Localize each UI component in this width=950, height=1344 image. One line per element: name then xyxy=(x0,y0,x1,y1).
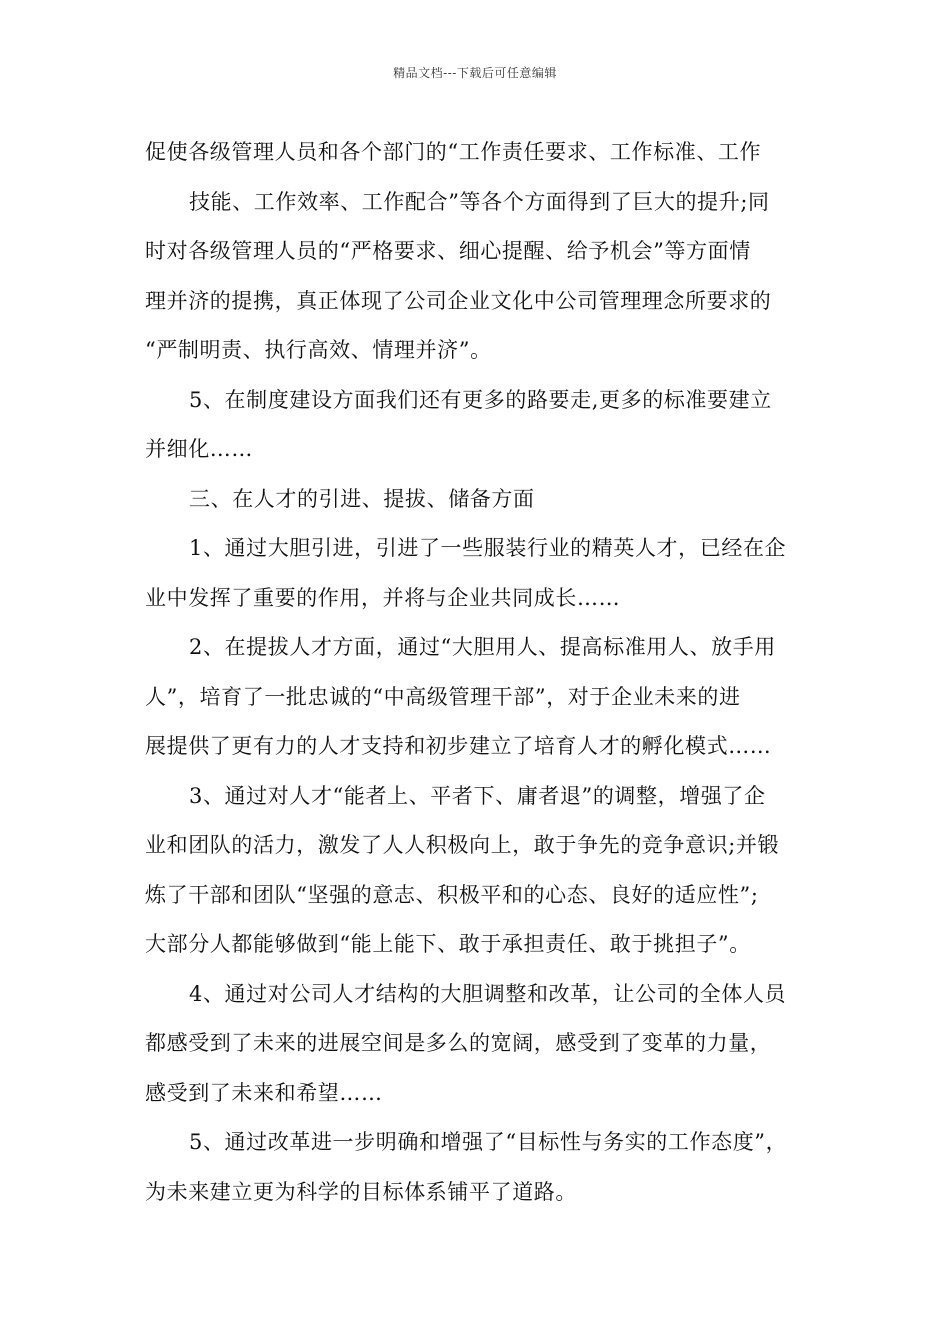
text-line: 理并济的提携，真正体现了公司企业文化中公司管理理念所要求的 xyxy=(145,288,772,313)
text-line: 为未来建立更为科学的目标体系铺平了道路。 xyxy=(145,1179,577,1204)
text-line: 5、通过改革进一步明确和增强了“目标性与务实的工作态度”， xyxy=(189,1130,788,1154)
text-line: 3、通过对人才“能者上、平者下、庸者退”的调整，增强了企 xyxy=(189,783,766,808)
text-line: 大部分人都能够做到“能上能下、敢于承担责任、敢于挑担子”。 xyxy=(145,932,751,956)
text-line: 4、通过对公司人才结构的大胆调整和改革，让公司的全体人员 xyxy=(189,981,787,1006)
text-line: 并细化…… xyxy=(145,437,253,461)
text-line: 业中发挥了重要的作用，并将与企业共同成长…… xyxy=(145,585,621,610)
text-line: “严制明责、执行高效、情理并济”。 xyxy=(145,338,492,362)
text-line: 业和团队的活力，激发了人人积极向上，敢于争先的竞争意识;并锻 xyxy=(145,833,780,857)
text-line: 促使各级管理人员和各个部门的“工作责任要求、工作标准、工作 xyxy=(145,140,762,164)
text-line: 展提供了更有力的人才支持和初步建立了培育人才的孵化模式…… xyxy=(145,734,772,758)
text-line: 人”，培育了一批忠诚的“中高级管理干部”，对于企业未来的进 xyxy=(145,684,741,709)
page-header: 精品文档---下载后可任意编辑 xyxy=(393,66,557,80)
text-line: 都感受到了未来的进展空间是多么的宽阔，感受到了变革的力量， xyxy=(145,1031,772,1055)
text-line: 1、通过大胆引进，引进了一些服装行业的精英人才，已经在企 xyxy=(189,536,787,560)
section-heading: 三、在人才的引进、提拔、储备方面 xyxy=(189,486,535,511)
text-line: 时对各级管理人员的“严格要求、细心提醒、给予机会”等方面情 xyxy=(145,239,751,263)
text-line: 5、在制度建设方面我们还有更多的路要走,更多的标准要建立 xyxy=(189,387,772,412)
text-line: 技能、工作效率、工作配合”等各个方面得到了巨大的提升;同 xyxy=(189,189,770,214)
body-text xyxy=(145,128,810,1217)
text-line: 炼了干部和团队“坚强的意志、积极平和的心态、良好的适应性”; xyxy=(145,882,759,907)
text-line: 感受到了未来和希望…… xyxy=(145,1080,383,1105)
text-line: 2、在提拔人才方面，通过“大胆用人、提高标准用人、放手用 xyxy=(189,635,776,659)
